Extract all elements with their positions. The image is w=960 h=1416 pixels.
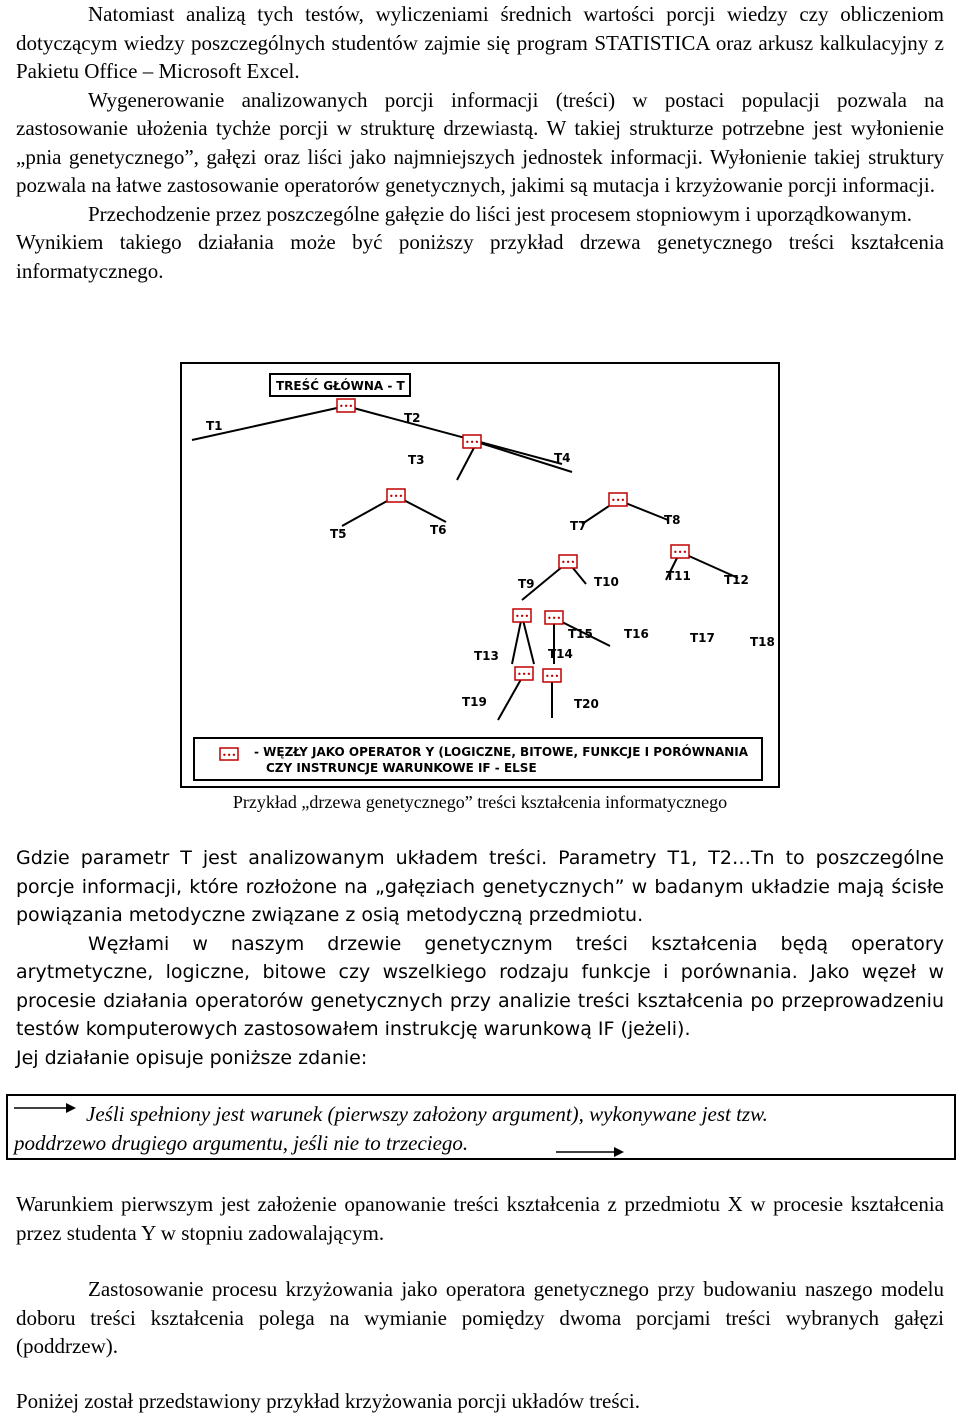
legend-line-1: - WĘZŁY JAKO OPERATOR Y (LOGICZNE, BITOWE, FUNKCJE I PORÓWNANIA	[254, 745, 749, 759]
svg-text:•••: •••	[389, 492, 404, 501]
tree-node	[337, 399, 355, 412]
tree-node	[545, 611, 563, 624]
root-label: TREŚĆ GŁÓWNA - T	[276, 379, 405, 393]
paragraph-result: Wynikiem takiego działania może być poniższy przykład drzewa genetycznego treści kształcenia informatycznego.	[16, 230, 944, 283]
branch-label-t19: T19	[462, 695, 487, 709]
paragraph-statistica: Natomiast analizą tych testów, wyliczeniami średnich wartości porcji wiedzy czy obliczeniom dotyczącym wiedzy poszczególnych studentów zajmie się program STATISTICA oraz arkusz kalkulacyjny z Pakietu Office – Microsoft Excel.	[16, 2, 944, 83]
tree-branch	[522, 616, 534, 664]
rule-text	[14, 1100, 942, 1157]
branch-label-t14: T14	[548, 647, 573, 661]
tree-node	[515, 667, 533, 680]
tree-node	[671, 545, 689, 558]
branch-label-t20: T20	[574, 697, 599, 711]
tree-node	[559, 555, 577, 568]
conclusion-text-1	[16, 1190, 944, 1247]
parameter-text	[16, 844, 944, 1072]
tree-node	[463, 435, 481, 448]
branch-label-t8: T8	[664, 513, 681, 527]
branch-label-t17: T17	[690, 631, 715, 645]
tree-branch	[512, 616, 522, 664]
rule-line-1: Jeśli spełniony jest warunek (pierwszy założony argument), wykonywane jest tzw.	[86, 1102, 768, 1126]
branch-label-t11: T11	[666, 569, 691, 583]
branch-label-t3: T3	[408, 453, 425, 467]
branch-label-t12: T12	[724, 573, 749, 587]
figure-caption: Przykład „drzewa genetycznego” treści kształcenia informatycznego	[232, 792, 728, 812]
genetic-tree-diagram	[182, 364, 778, 786]
branch-label-t5: T5	[330, 527, 347, 541]
tree-node	[387, 489, 405, 502]
svg-text:•••: •••	[611, 496, 626, 505]
tree-node	[609, 493, 627, 506]
legend-line-2: CZY INSTRUNCJE WARUNKOWE IF - ELSE	[266, 761, 537, 775]
svg-text:•••: •••	[545, 672, 560, 681]
svg-text:•••: •••	[673, 548, 688, 557]
branch-label-t4: T4	[554, 451, 571, 465]
paragraph-crossover: Zastosowanie procesu krzyżowania jako operatora genetycznego przy budowaniu naszego modelu doboru treści kształcenia polega na wymianie pomiędzy dwoma porcjami treści wybranych gałęzi (poddrzew).	[16, 1277, 944, 1358]
branch-label-t7: T7	[570, 519, 587, 533]
branch-label-t18: T18	[750, 635, 775, 649]
paragraph-traversal: Przechodzenie przez poszczególne gałęzie do liści jest procesem stopniowym i uporządkowanym.	[88, 201, 912, 226]
svg-text:•••: •••	[547, 614, 562, 623]
svg-text:•••: •••	[339, 402, 354, 411]
branch-label-t13: T13	[474, 649, 499, 663]
genetic-tree-figure	[180, 362, 780, 788]
svg-text:•••: •••	[465, 438, 480, 447]
svg-text:•••: •••	[515, 612, 530, 621]
conclusion-text-3	[16, 1387, 944, 1416]
tree-branch	[346, 406, 562, 464]
svg-text:•••: •••	[517, 670, 532, 679]
rule-line-2: poddrzewo drugiego argumentu, jeśli nie to trzeciego.	[14, 1130, 469, 1155]
paragraph-tree-structure: Wygenerowanie analizowanych porcji informacji (treści) w postaci populacji pozwala na zastosowanie ułożenia tychże porcji w strukturę drzewiastą. W takiej strukturze potrzebne jest wyłonienie „pnia genetycznego”, gałęzi oraz liści jako najmniejszych jednostek informacji. Wyłonienie takiej struktury pozwala na łatwe zastosowanie operatorów genetycznych, jakimi są mutacja i krzyżowanie porcji informacji.	[16, 87, 944, 197]
tree-branch	[498, 674, 524, 720]
branch-label-t16: T16	[624, 627, 649, 641]
paragraph-parameters: Gdzie parametr T jest analizowanym układem treści. Parametry T1, T2…Tn to poszczególne porcje informacji, które rozłożone na „gałęziach genetycznych” w badanym układzie mają ścisłe powiązania metodyczne związane z osią metodyczną przedmiotu.	[16, 847, 944, 926]
paragraph-example-intro: Poniżej został przedstawiony przykład krzyżowania porcji układów treści.	[16, 1389, 640, 1413]
paragraph-condition: Warunkiem pierwszym jest założenie opanowanie treści kształcenia z przedmiotu X w procesie kształcenia przez studenta Y w stopniu zadowalającym.	[16, 1192, 944, 1245]
tree-node	[513, 609, 531, 622]
tree-node	[543, 669, 561, 682]
svg-text:•••: •••	[561, 558, 576, 567]
branch-label-t9: T9	[518, 577, 535, 591]
conclusion-text-2	[16, 1275, 944, 1361]
branch-label-t1: T1	[206, 419, 223, 433]
branch-label-t6: T6	[430, 523, 447, 537]
paragraph-nodes: Węzłami w naszym drzewie genetycznym treści kształcenia będą operatory arytmetyczne, logiczne, bitowe czy wszelkiego rodzaju funkcje i porównania. Jako węzeł w procesie działania operatorów genetycznych przy analizie treści kształcenia po przeprowadzeniu testów komputerowych zastosowałem instrukcję warunkową IF (jeżeli).	[16, 932, 944, 1040]
branch-label-t10: T10	[594, 575, 619, 589]
intro-text	[16, 0, 944, 285]
paragraph-description: Jej działanie opisuje poniższe zdanie:	[16, 1046, 368, 1069]
branch-label-t15: T15	[568, 627, 593, 641]
arrow-right-icon	[556, 1144, 628, 1160]
branch-label-t2: T2	[404, 411, 421, 425]
legend-node-glyph: •••	[222, 751, 237, 760]
